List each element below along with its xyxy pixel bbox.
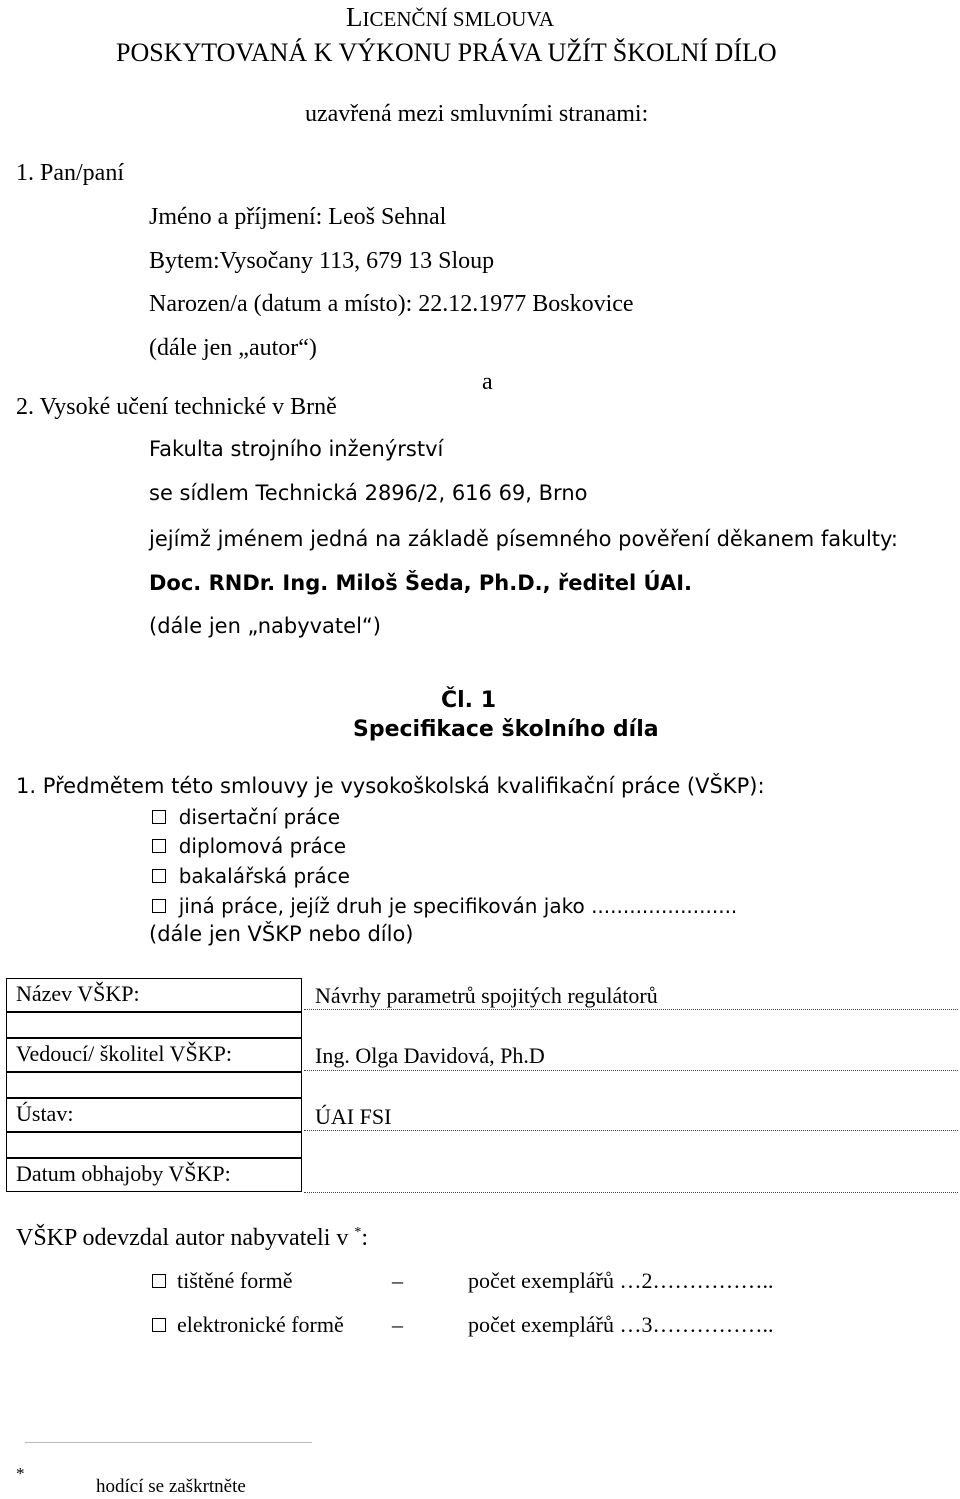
field-value-title[interactable]: Návrhy parametrů spojitých regulátorů [315, 983, 658, 1008]
party2-heading: 2. Vysoké učení technické v Brně [16, 394, 337, 420]
checkbox[interactable] [152, 1318, 166, 1332]
form-label: tištěné formě [177, 1268, 293, 1293]
subject-intro: 1. Předmětem této smlouvy je vysokoškolská kvalifikační práce (VŠKP): [16, 774, 765, 798]
checkbox[interactable] [152, 899, 166, 913]
handover-count-print: počet exemplářů …2…………….. [468, 1268, 774, 1293]
handover-row-print[interactable] [152, 1268, 292, 1294]
checkbox[interactable] [152, 1274, 166, 1288]
footnote-text: hodící se zaškrtněte [96, 1476, 246, 1497]
field-spacer [6, 1072, 302, 1098]
checkbox[interactable] [152, 869, 166, 883]
field-line-institute [304, 1130, 958, 1131]
field-line-supervisor [304, 1070, 958, 1071]
field-value-institute[interactable]: ÚAI FSI [315, 1104, 392, 1129]
option-label: jiná práce, jejíž druh je specifikován jako ....................... [178, 894, 738, 918]
handover-row-electronic[interactable] [152, 1312, 344, 1338]
footnote-mark: * [16, 1464, 25, 1483]
article-heading: Specifikace školního díla [353, 717, 659, 742]
handover-dash: – [392, 1268, 403, 1293]
field-label-institute: Ústav: [6, 1098, 302, 1132]
party2-alias: (dále jen „nabyvatel“) [149, 614, 381, 638]
party2-representation: jejímž jménem jedná na základě písemného pověření děkanem fakulty: [149, 527, 899, 551]
and-separator: a [482, 369, 493, 395]
article-number: Čl. 1 [441, 688, 497, 713]
form-label: elektronické formě [177, 1312, 344, 1337]
checkbox[interactable] [152, 810, 166, 824]
field-label-title: Název VŠKP: [6, 978, 302, 1012]
option-diploma[interactable] [152, 834, 346, 858]
field-label-supervisor: Vedoucí/ školitel VŠKP: [6, 1038, 302, 1072]
party1-alias: (dále jen „autor“) [149, 335, 317, 361]
title-line-2: POSKYTOVANÁ K VÝKONU PRÁVA UŽÍT ŠKOLNÍ DÍLO [116, 38, 777, 67]
title-line-1 [346, 2, 554, 33]
option-label: diplomová práce [178, 834, 347, 858]
field-line-title [304, 1009, 958, 1010]
option-other[interactable] [152, 894, 737, 918]
intro-text: uzavřená mezi smluvními stranami: [305, 101, 649, 127]
subject-alias: (dále jen VŠKP nebo dílo) [149, 922, 414, 946]
option-dissertation[interactable] [152, 805, 340, 829]
handover-count-electronic: počet exemplářů …3…………….. [468, 1312, 774, 1337]
field-spacer [6, 1012, 302, 1038]
footnote-ref: * [354, 1225, 362, 1240]
option-bachelor[interactable] [152, 864, 350, 888]
party2-faculty: Fakulta strojního inženýrství [149, 437, 444, 461]
party2-representative: Doc. RNDr. Ing. Miloš Šeda, Ph.D., ředitel ÚAI. [149, 571, 692, 595]
handover-label: VŠKP odevzdal autor nabyvateli v *: [16, 1225, 369, 1251]
field-label-defense-date: Datum obhajoby VŠKP: [6, 1158, 302, 1192]
party1-name: Jméno a příjmení: Leoš Sehnal [149, 204, 447, 230]
party1-address: Bytem:Vysočany 113, 679 13 Sloup [149, 248, 495, 274]
field-spacer [6, 1132, 302, 1158]
field-value-supervisor[interactable]: Ing. Olga Davidová, Ph.D [315, 1043, 545, 1068]
checkbox[interactable] [152, 839, 166, 853]
option-label: disertační práce [178, 805, 341, 829]
footnote-divider [25, 1442, 312, 1443]
field-line-defense-date [304, 1192, 958, 1193]
party1-heading: 1. Pan/paní [16, 160, 124, 186]
title-rest: ICENČNÍ SMLOUVA [362, 7, 555, 31]
copies-count[interactable]: …2…………….. [619, 1268, 774, 1293]
title-initial: L [346, 2, 363, 32]
handover-dash: – [392, 1312, 403, 1337]
party2-seat: se sídlem Technická 2896/2, 616 69, Brno [149, 481, 588, 505]
party1-born: Narozen/a (datum a místo): 22.12.1977 Boskovice [149, 291, 634, 317]
option-label: bakalářská práce [178, 864, 350, 888]
copies-count[interactable]: …3…………….. [619, 1312, 774, 1337]
